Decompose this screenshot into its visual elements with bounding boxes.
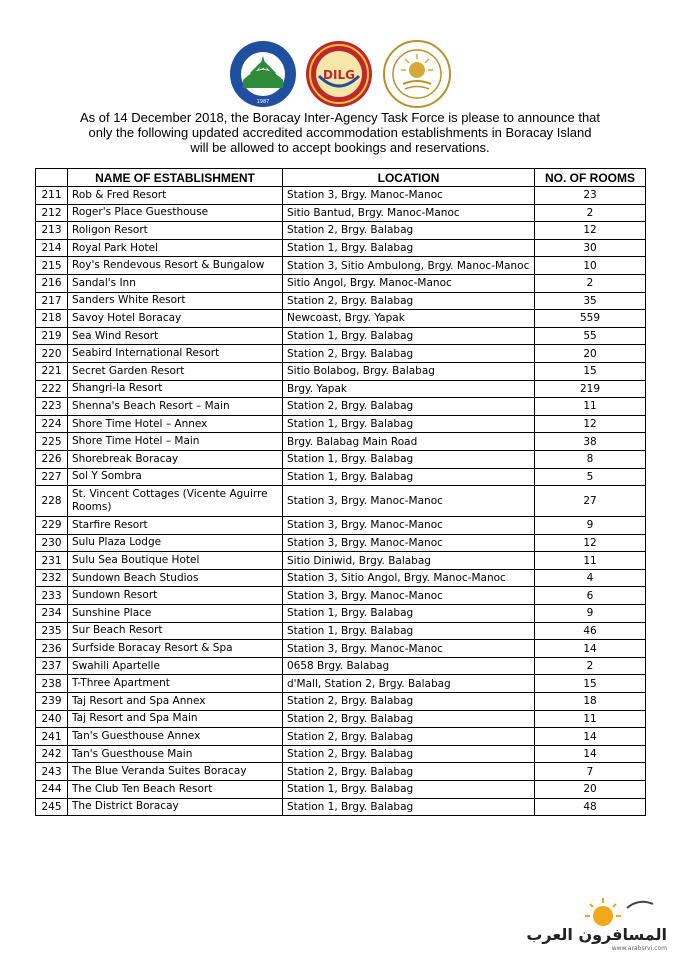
row-number: 215: [36, 257, 68, 275]
svg-text:DILG: DILG: [323, 68, 355, 82]
establishment-location: Station 1, Brgy. Balabag: [283, 622, 535, 640]
establishment-name: Shore Time Hotel – Main: [68, 433, 283, 451]
room-count: 12: [535, 415, 646, 433]
row-number: 240: [36, 710, 68, 728]
row-number: 221: [36, 362, 68, 380]
row-number: 230: [36, 534, 68, 552]
table-body: [36, 187, 646, 816]
row-number: 217: [36, 292, 68, 310]
establishment-name: The District Boracay: [68, 798, 283, 816]
room-count: 10: [535, 257, 646, 275]
establishment-name: Shenna's Beach Resort – Main: [68, 398, 283, 416]
establishment-name: Tan's Guesthouse Main: [68, 745, 283, 763]
table-row: [36, 693, 646, 711]
table-row: [36, 292, 646, 310]
row-number: 211: [36, 187, 68, 205]
table-row: [36, 274, 646, 292]
room-count: 15: [535, 675, 646, 693]
room-count: 14: [535, 728, 646, 746]
room-count: 27: [535, 486, 646, 517]
table-row: [36, 552, 646, 570]
room-count: 55: [535, 327, 646, 345]
table-row: [36, 327, 646, 345]
room-count: 11: [535, 710, 646, 728]
establishment-name: Roger's Place Guesthouse: [68, 204, 283, 222]
room-count: 14: [535, 640, 646, 658]
establishment-name: Sunshine Place: [68, 605, 283, 623]
announcement-line-2: only the following updated accredited accommodation establishments in Boracay Island: [88, 125, 592, 140]
room-count: 9: [535, 517, 646, 535]
row-number: 222: [36, 380, 68, 398]
establishment-name: Sanders White Resort: [68, 292, 283, 310]
room-count: 23: [535, 187, 646, 205]
row-number: 242: [36, 745, 68, 763]
room-count: 6: [535, 587, 646, 605]
table-row: [36, 310, 646, 328]
establishment-name: Sol Y Sombra: [68, 468, 283, 486]
establishment-location: Station 2, Brgy. Balabag: [283, 222, 535, 240]
room-count: 7: [535, 763, 646, 781]
row-number: 220: [36, 345, 68, 363]
establishment-location: Station 1, Brgy. Balabag: [283, 450, 535, 468]
room-count: 11: [535, 552, 646, 570]
establishment-name: St. Vincent Cottages (Vicente Aguirre Rooms): [68, 486, 283, 517]
table-row: [36, 710, 646, 728]
row-number: 228: [36, 486, 68, 517]
room-count: 15: [535, 362, 646, 380]
table-row: [36, 380, 646, 398]
row-number: 234: [36, 605, 68, 623]
establishment-location: Sitio Angol, Brgy. Manoc-Manoc: [283, 274, 535, 292]
establishment-location: Sitio Bantud, Brgy. Manoc-Manoc: [283, 204, 535, 222]
table-row: [36, 222, 646, 240]
table-row: [36, 657, 646, 675]
room-count: 2: [535, 657, 646, 675]
room-count: 20: [535, 345, 646, 363]
establishment-name: The Club Ten Beach Resort: [68, 781, 283, 799]
establishment-location: Station 3, Brgy. Manoc-Manoc: [283, 517, 535, 535]
establishment-name: Roligon Resort: [68, 222, 283, 240]
establishment-location: Station 1, Brgy. Balabag: [283, 605, 535, 623]
room-count: 14: [535, 745, 646, 763]
row-number: 224: [36, 415, 68, 433]
establishment-location: Station 1, Brgy. Balabag: [283, 239, 535, 257]
svg-text:المسافرون العرب: المسافرون العرب: [526, 925, 667, 944]
table-row: [36, 728, 646, 746]
establishment-location: Station 1, Brgy. Balabag: [283, 468, 535, 486]
establishment-name: Starfire Resort: [68, 517, 283, 535]
room-count: 4: [535, 569, 646, 587]
table-row: [36, 587, 646, 605]
establishment-name: Rob & Fred Resort: [68, 187, 283, 205]
row-number: 243: [36, 763, 68, 781]
room-count: 2: [535, 204, 646, 222]
establishment-name: Royal Park Hotel: [68, 239, 283, 257]
row-number: 213: [36, 222, 68, 240]
establishment-location: Newcoast, Brgy. Yapak: [283, 310, 535, 328]
establishment-location: Brgy. Balabag Main Road: [283, 433, 535, 451]
establishment-location: 0658 Brgy. Balabag: [283, 657, 535, 675]
row-number: 238: [36, 675, 68, 693]
svg-text:www.arabsrvi.com: www.arabsrvi.com: [611, 945, 667, 952]
row-number: 244: [36, 781, 68, 799]
room-count: 30: [535, 239, 646, 257]
establishment-name: Sundown Beach Studios: [68, 569, 283, 587]
establishment-location: Station 2, Brgy. Balabag: [283, 398, 535, 416]
establishment-name: Savoy Hotel Boracay: [68, 310, 283, 328]
dot-seal-logo: [383, 40, 451, 108]
establishment-name: Sur Beach Resort: [68, 622, 283, 640]
establishment-location: Station 2, Brgy. Balabag: [283, 745, 535, 763]
establishment-name: Sandal's Inn: [68, 274, 283, 292]
establishment-location: Station 1, Brgy. Balabag: [283, 781, 535, 799]
table-row: [36, 798, 646, 816]
room-count: 9: [535, 605, 646, 623]
agency-logos: [0, 40, 679, 112]
establishment-location: Station 2, Brgy. Balabag: [283, 345, 535, 363]
table-row: [36, 569, 646, 587]
dilg-seal-logo: [305, 40, 373, 108]
table-row: [36, 640, 646, 658]
establishment-location: Station 3, Sitio Angol, Brgy. Manoc-Manoc: [283, 569, 535, 587]
table-row: [36, 362, 646, 380]
table-row: [36, 763, 646, 781]
row-number: 223: [36, 398, 68, 416]
row-number: 239: [36, 693, 68, 711]
establishment-name: Swahili Apartelle: [68, 657, 283, 675]
table-row: [36, 605, 646, 623]
table-row: [36, 675, 646, 693]
establishment-name: Shore Time Hotel – Annex: [68, 415, 283, 433]
establishment-name: Tan's Guesthouse Annex: [68, 728, 283, 746]
header-rooms: NO. OF ROOMS: [535, 169, 646, 187]
establishment-name: Taj Resort and Spa Annex: [68, 693, 283, 711]
establishment-name: Sulu Plaza Lodge: [68, 534, 283, 552]
establishment-name: The Blue Veranda Suites Boracay: [68, 763, 283, 781]
row-number: 214: [36, 239, 68, 257]
announcement-line-1: As of 14 December 2018, the Boracay Inter-Agency Task Force is please to announce that: [79, 110, 601, 125]
establishment-location: Brgy. Yapak: [283, 380, 535, 398]
establishment-location: Station 2, Brgy. Balabag: [283, 728, 535, 746]
establishment-location: Station 2, Brgy. Balabag: [283, 710, 535, 728]
room-count: 12: [535, 222, 646, 240]
room-count: 18: [535, 693, 646, 711]
announcement-text: [60, 110, 620, 155]
row-number: 227: [36, 468, 68, 486]
room-count: 11: [535, 398, 646, 416]
header-name: NAME OF ESTABLISHMENT: [68, 169, 283, 187]
table-row: [36, 450, 646, 468]
row-number: 229: [36, 517, 68, 535]
denr-seal-logo: [229, 40, 297, 108]
establishment-location: Station 2, Brgy. Balabag: [283, 292, 535, 310]
table-row: [36, 257, 646, 275]
table-row: [36, 415, 646, 433]
table-row: [36, 534, 646, 552]
establishment-name: Sundown Resort: [68, 587, 283, 605]
table-row: [36, 204, 646, 222]
establishment-name: Shangri-la Resort: [68, 380, 283, 398]
row-number: 236: [36, 640, 68, 658]
row-number: 231: [36, 552, 68, 570]
room-count: 559: [535, 310, 646, 328]
row-number: 218: [36, 310, 68, 328]
row-number: 219: [36, 327, 68, 345]
room-count: 5: [535, 468, 646, 486]
table-row: [36, 239, 646, 257]
header-number: [36, 169, 68, 187]
establishment-name: Roy's Rendevous Resort & Bungalow: [68, 257, 283, 275]
room-count: 8: [535, 450, 646, 468]
establishment-name: Surfside Boracay Resort & Spa: [68, 640, 283, 658]
establishment-location: Station 2, Brgy. Balabag: [283, 693, 535, 711]
room-count: 2: [535, 274, 646, 292]
svg-text:1987: 1987: [256, 99, 270, 105]
establishment-location: Station 3, Brgy. Manoc-Manoc: [283, 486, 535, 517]
table-row: [36, 781, 646, 799]
establishment-name: Secret Garden Resort: [68, 362, 283, 380]
row-number: 233: [36, 587, 68, 605]
table-row: [36, 517, 646, 535]
establishment-location: Station 3, Brgy. Manoc-Manoc: [283, 587, 535, 605]
establishment-location: Station 1, Brgy. Balabag: [283, 327, 535, 345]
establishment-location: Station 3, Brgy. Manoc-Manoc: [283, 187, 535, 205]
establishment-location: Station 3, Brgy. Manoc-Manoc: [283, 534, 535, 552]
room-count: 38: [535, 433, 646, 451]
establishment-location: Station 3, Brgy. Manoc-Manoc: [283, 640, 535, 658]
room-count: 12: [535, 534, 646, 552]
establishment-location: Station 1, Brgy. Balabag: [283, 798, 535, 816]
table-row: [36, 398, 646, 416]
room-count: 20: [535, 781, 646, 799]
establishments-table: [35, 168, 646, 816]
row-number: 212: [36, 204, 68, 222]
table-row: [36, 622, 646, 640]
row-number: 216: [36, 274, 68, 292]
table-row: [36, 745, 646, 763]
table-row: [36, 345, 646, 363]
establishment-name: Sulu Sea Boutique Hotel: [68, 552, 283, 570]
row-number: 235: [36, 622, 68, 640]
establishment-name: Taj Resort and Spa Main: [68, 710, 283, 728]
arab-travelers-watermark-logo: [526, 894, 673, 954]
table-row: [36, 468, 646, 486]
establishment-name: Seabird International Resort: [68, 345, 283, 363]
row-number: 245: [36, 798, 68, 816]
row-number: 226: [36, 450, 68, 468]
table-header-row: [36, 169, 646, 187]
establishment-location: Station 3, Sitio Ambulong, Brgy. Manoc-Manoc: [283, 257, 535, 275]
establishment-location: Station 2, Brgy. Balabag: [283, 763, 535, 781]
table-row: [36, 486, 646, 517]
establishment-location: d'Mall, Station 2, Brgy. Balabag: [283, 675, 535, 693]
establishment-location: Sitio Diniwid, Brgy. Balabag: [283, 552, 535, 570]
table-row: [36, 433, 646, 451]
establishment-name: Shorebreak Boracay: [68, 450, 283, 468]
row-number: 241: [36, 728, 68, 746]
establishment-location: Station 1, Brgy. Balabag: [283, 415, 535, 433]
establishment-location: Sitio Bolabog, Brgy. Balabag: [283, 362, 535, 380]
room-count: 48: [535, 798, 646, 816]
establishment-name: T-Three Apartment: [68, 675, 283, 693]
header-location: LOCATION: [283, 169, 535, 187]
table-row: [36, 187, 646, 205]
room-count: 219: [535, 380, 646, 398]
room-count: 35: [535, 292, 646, 310]
row-number: 225: [36, 433, 68, 451]
row-number: 237: [36, 657, 68, 675]
room-count: 46: [535, 622, 646, 640]
announcement-line-3: will be allowed to accept bookings and reservations.: [190, 140, 490, 155]
establishment-name: Sea Wind Resort: [68, 327, 283, 345]
row-number: 232: [36, 569, 68, 587]
